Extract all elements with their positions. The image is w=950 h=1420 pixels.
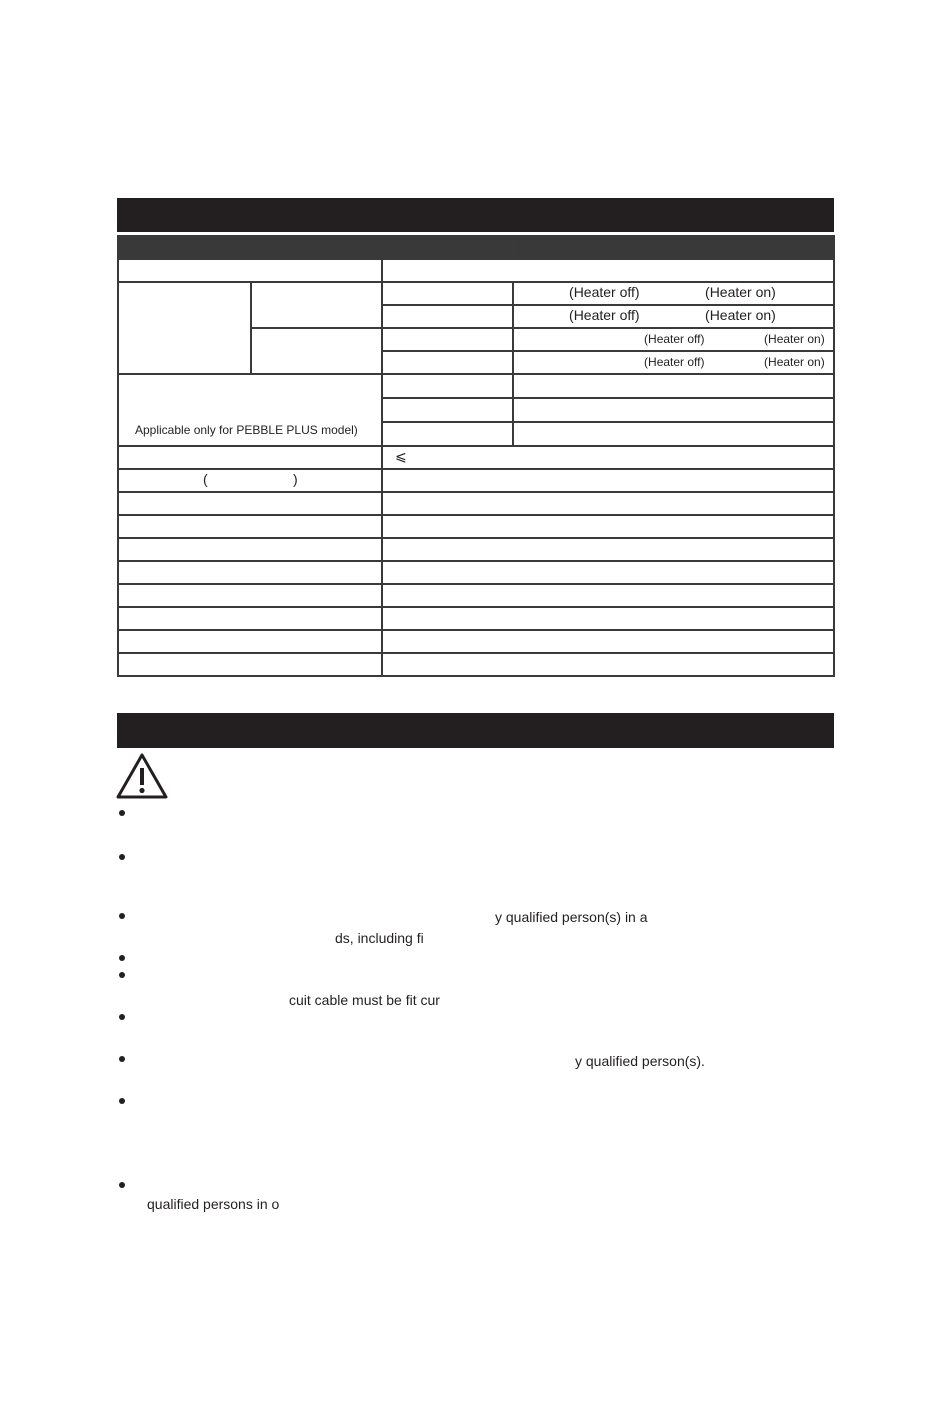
- heater-off-label: (Heater off): [569, 307, 640, 323]
- specifications-table: [117, 235, 835, 677]
- text-fragment: cuit cable must be fit cur: [289, 992, 440, 1008]
- table-cell: [118, 607, 382, 630]
- table-cell: [382, 515, 834, 538]
- table-cell: [382, 653, 834, 676]
- table-cell: [118, 515, 382, 538]
- table-cell: [118, 469, 382, 492]
- table-cell: [513, 351, 834, 374]
- table-cell: [382, 469, 834, 492]
- table-cell: [382, 259, 834, 282]
- table-cell: [118, 538, 382, 561]
- pebble-plus-note: Applicable only for PEBBLE PLUS model): [135, 423, 358, 437]
- table-cell: [251, 328, 382, 374]
- bullet-point: [119, 1098, 125, 1104]
- bullet-point: [119, 955, 125, 961]
- table-row: [118, 446, 834, 469]
- warning-triangle-icon: [116, 752, 168, 800]
- table-cell: [118, 374, 382, 446]
- less-equal-symbol: ⩽: [395, 448, 407, 464]
- bullet-point: [119, 1014, 125, 1020]
- specifications-header-bar: [117, 198, 834, 232]
- heater-on-label: (Heater on): [764, 332, 825, 346]
- table-cell: [382, 328, 513, 351]
- table-row: [118, 561, 834, 584]
- table-cell: [118, 584, 382, 607]
- table-row: [118, 469, 834, 492]
- table-cell: [382, 398, 513, 422]
- heater-on-label: (Heater on): [705, 307, 776, 323]
- bullet-point: [119, 972, 125, 978]
- bullet-point: [119, 1182, 125, 1188]
- table-cell: [513, 374, 834, 398]
- text-fragment: ds, including fi: [335, 930, 424, 946]
- table-cell: [118, 561, 382, 584]
- table-row: [118, 282, 834, 305]
- table-cell: [513, 328, 834, 351]
- bullet-point: [119, 854, 125, 860]
- table-row: [118, 653, 834, 676]
- table-row: [118, 584, 834, 607]
- table-cell: [382, 630, 834, 653]
- table-cell: [382, 538, 834, 561]
- paren-open: (: [203, 471, 208, 487]
- heater-on-label: (Heater on): [764, 355, 825, 369]
- table-row: [118, 515, 834, 538]
- table-cell: [513, 305, 834, 328]
- heater-on-label: (Heater on): [705, 284, 776, 300]
- header-cell-spec: [513, 236, 834, 259]
- heater-off-label: (Heater off): [644, 355, 705, 369]
- bullet-point: [119, 810, 125, 816]
- table-cell: [118, 446, 382, 469]
- bullet-point: [119, 1056, 125, 1062]
- text-fragment: y qualified person(s) in a: [495, 909, 648, 925]
- table-cell: [382, 422, 513, 446]
- table-row: [118, 607, 834, 630]
- bullet-point: [119, 913, 125, 919]
- text-fragment: y qualified person(s).: [575, 1053, 705, 1069]
- table-cell: [513, 398, 834, 422]
- table-cell: [382, 305, 513, 328]
- table-header-row: [118, 236, 834, 259]
- table-cell: [382, 351, 513, 374]
- table-cell: [382, 492, 834, 515]
- table-cell: [118, 653, 382, 676]
- safety-header-bar: [117, 713, 834, 748]
- table-cell: [513, 282, 834, 305]
- table-cell: [118, 630, 382, 653]
- table-cell: [382, 282, 513, 305]
- header-cell-item: [118, 236, 513, 259]
- table-row: [118, 259, 834, 282]
- table-cell: [382, 607, 834, 630]
- heater-off-label: (Heater off): [569, 284, 640, 300]
- text-fragment: qualified persons in o: [147, 1196, 280, 1212]
- table-cell: [118, 492, 382, 515]
- table-row: [118, 374, 834, 398]
- table-row: [118, 492, 834, 515]
- table-cell: [382, 561, 834, 584]
- heater-off-label: (Heater off): [644, 332, 705, 346]
- paren-close: ): [293, 471, 298, 487]
- table-cell: [118, 259, 382, 282]
- table-cell: [382, 374, 513, 398]
- table-cell: [382, 584, 834, 607]
- table-row: [118, 538, 834, 561]
- table-cell: [251, 282, 382, 328]
- table-cell: [382, 446, 834, 469]
- table-row: [118, 630, 834, 653]
- table-cell: [118, 282, 251, 374]
- table-cell: [513, 422, 834, 446]
